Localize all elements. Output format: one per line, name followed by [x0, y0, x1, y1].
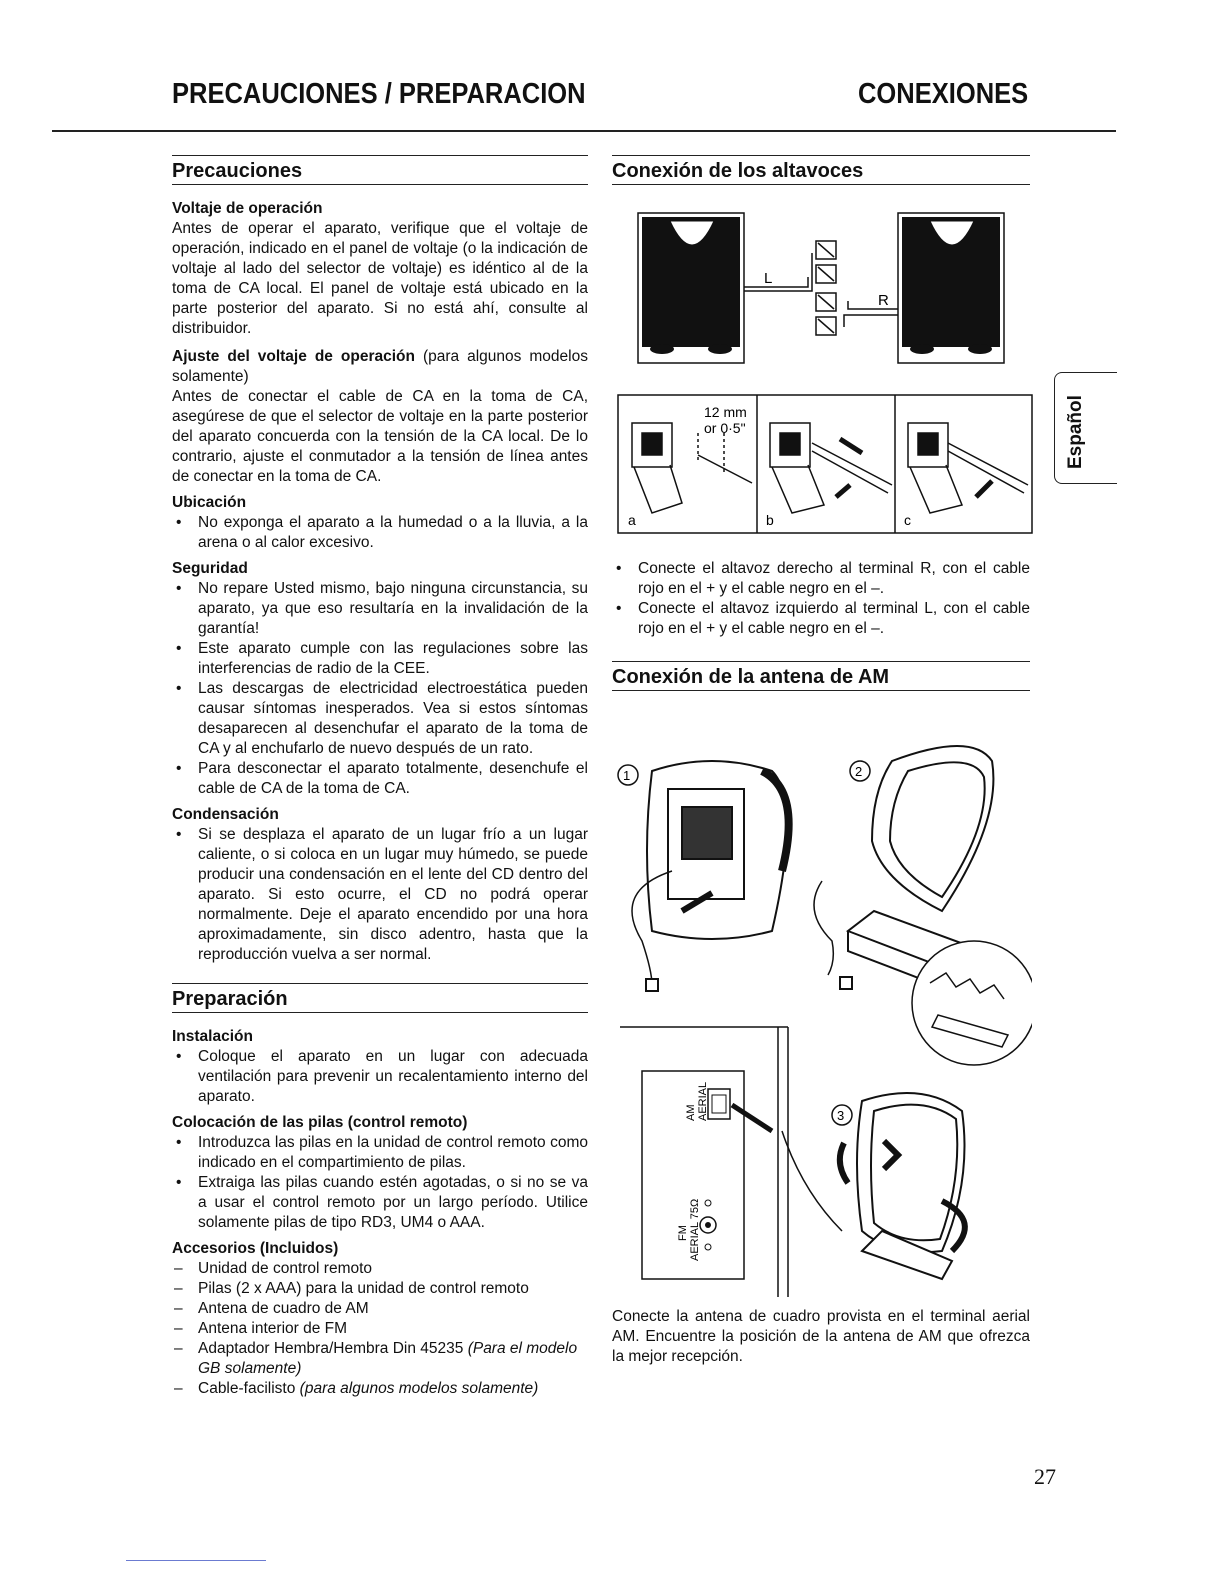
- subheading-accesorios: Accesorios (Incluidos): [172, 1240, 339, 1257]
- antena-text: Conecte la antena de cuadro provista en el terminal aerial AM. Encuentre la posición de la antena de AM que ofrezca la mejor recepción.: [612, 1308, 1030, 1365]
- adaptador-text: Adaptador Hembra/Hembra Din 45235: [198, 1340, 464, 1357]
- cable-text: Cable-facilisto: [198, 1380, 296, 1397]
- terminal-label-l: L: [764, 270, 773, 287]
- list-item: – Antena de cuadro de AM: [172, 1299, 588, 1319]
- section-title-altavoces: Conexión de los altavoces: [612, 155, 1030, 185]
- list-item: [172, 1339, 588, 1379]
- fm-label-line2: AERIAL 75Ω: [689, 1198, 701, 1261]
- right-speaker-illustration: [898, 213, 1004, 363]
- ubicacion-list: [172, 513, 588, 553]
- subheading-ubicacion: Ubicación: [172, 494, 247, 511]
- am-label-line1: AM: [685, 1104, 697, 1121]
- right-column: [612, 155, 1030, 1367]
- left-speaker-illustration: [638, 213, 744, 363]
- detail-zoom-circle: [912, 941, 1032, 1065]
- instalacion-list: [172, 1047, 588, 1107]
- subheading-pilas: Colocación de las pilas (control remoto): [172, 1114, 468, 1131]
- section-title-preparacion: Preparación: [172, 983, 588, 1013]
- accesorios-list: [172, 1259, 588, 1399]
- list-item: – Pilas (2 x AAA) para la unidad de control remoto: [172, 1279, 588, 1299]
- adaptador-note: (Para el modelo GB solamente): [198, 1340, 578, 1377]
- list-item: • Para desconectar el aparato totalmente, desenchufe el cable de CA de la toma de CA.: [172, 759, 588, 799]
- footer-line: [126, 1560, 266, 1561]
- step-c-label: c: [904, 512, 911, 528]
- language-tab-label: Español: [1065, 395, 1086, 469]
- list-item: • Este aparato cumple con las regulaciones sobre las interferencias de radio de la CEE.: [172, 639, 588, 679]
- step-3-marker: [832, 1105, 852, 1125]
- speaker-wires: [744, 253, 898, 327]
- ajuste-suffix: (para algunos modelos solamente): [172, 348, 588, 385]
- subheading-instalacion: Instalación: [172, 1028, 253, 1045]
- speaker-connection-diagram: [612, 199, 1030, 371]
- wire-length-mm: 12 mm: [704, 404, 747, 420]
- list-item: • Conecte el altavoz derecho al terminal R, con el cable rojo en el + y el cable negro en el –.: [612, 559, 1030, 599]
- section-title-precauciones: Precauciones: [172, 155, 588, 185]
- section-title-antena: Conexión de la antena de AM: [612, 661, 1030, 691]
- left-column: [172, 155, 588, 1399]
- antenna-rotate-illustration: [782, 1093, 965, 1279]
- seguridad-list: [172, 579, 588, 799]
- step-b-label: b: [766, 512, 774, 528]
- page-number: 27: [1034, 1464, 1056, 1489]
- list-item: • Las descargas de electricidad electroestática pueden causar síntomas inesperados. Vea si estos síntomas desaparecen al desenchufar el aparato de la toma de CA y al enchufarlo de nuevo después de un rato.: [172, 679, 588, 759]
- list-item: [172, 1379, 588, 1399]
- voltaje-text: Antes de operar el aparato, verifique que el voltaje de operación, indicado en el panel de voltaje (o la indicación de voltaje al lado del selector de voltaje) es idéntico al de la toma de CA local. El panel de voltaje está ubicado en la parte posterior del aparato. Si no está ahí, consulte al distribuidor.: [172, 220, 588, 337]
- page-header-right: CONEXIONES: [858, 78, 1029, 110]
- page-header-left: PRECAUCIONES / PREPARACION: [172, 78, 586, 110]
- list-item: • No exponga el aparato a la humedad o a la lluvia, a la arena o al calor excesivo.: [172, 513, 588, 553]
- rear-panel-illustration: [642, 1071, 772, 1279]
- ajuste-text: Antes de conectar el cable de CA en la toma de CA, asegúrese de que el selector de voltaje en la parte posterior del aparato concuerda con la tensión de la CA local. De lo contrario, ajuste el conmutador a la tensión de línea antes de conectar en la toma de CA.: [172, 388, 588, 485]
- step-1-marker: [618, 765, 638, 785]
- list-item: – Unidad de control remoto: [172, 1259, 588, 1279]
- step-a-label: a: [628, 512, 636, 528]
- subheading-voltaje: Voltaje de operación: [172, 200, 323, 217]
- subheading-condensacion: Condensación: [172, 806, 279, 823]
- terminal-label-r: R: [878, 292, 889, 309]
- condensacion-list: [172, 825, 588, 965]
- header-divider: [52, 130, 1116, 132]
- step-2-marker: [850, 761, 870, 781]
- list-item: – Antena interior de FM: [172, 1319, 588, 1339]
- subheading-seguridad: Seguridad: [172, 560, 248, 577]
- antenna-back-illustration: [632, 761, 789, 991]
- list-item: • Extraiga las pilas cuando estén agotadas, o si no se va a usar el control remoto por un largo período. Utilice solamente pilas de tipo RD3, UM4 o AAA.: [172, 1173, 588, 1233]
- ajuste-heading-line: [172, 347, 588, 387]
- cable-note: (para algunos modelos solamente): [299, 1380, 539, 1397]
- step-1-number: 1: [623, 768, 631, 783]
- list-item: • Coloque el aparato en un lugar con adecuada ventilación para prevenir un recalentamiento interno del aparato.: [172, 1047, 588, 1107]
- list-item: • No repare Usted mismo, bajo ninguna circunstancia, su aparato, ya que eso resultaría en la invalidación de la garantía!: [172, 579, 588, 639]
- fm-label-line1: FM: [677, 1225, 689, 1241]
- pilas-list: [172, 1133, 588, 1233]
- subheading-ajuste: Ajuste del voltaje de operación: [172, 348, 415, 365]
- wire-steps-diagram: [612, 393, 1034, 535]
- list-item: • Si se desplaza el aparato de un lugar frío a un lugar caliente, o si coloca en un lugar muy húmedo, se puede producir una condensación en el lente del CD dentro del aparato. Si esto ocurre, el CD no podrá operar normalmente. Deje el aparato encendido por una hora aproximadamente, sin disco adentro, hasta que la reproducción vuelva a ser normal.: [172, 825, 588, 965]
- list-item: • Conecte el altavoz izquierdo al terminal L, con el cable rojo en el + y el cable negro en el –.: [612, 599, 1030, 639]
- language-tab: [1054, 372, 1117, 484]
- am-antenna-diagram: [612, 731, 1032, 1297]
- wire-length-inches: or 0·5": [704, 420, 746, 436]
- speaker-terminal-block: [816, 241, 836, 335]
- step-3-number: 3: [837, 1108, 845, 1123]
- list-item: • Introduzca las pilas en la unidad de control remoto como indicado en el compartimiento de pilas.: [172, 1133, 588, 1173]
- am-label-line2: AERIAL: [697, 1081, 709, 1121]
- step-2-number: 2: [855, 764, 863, 779]
- altavoces-list: [612, 559, 1030, 639]
